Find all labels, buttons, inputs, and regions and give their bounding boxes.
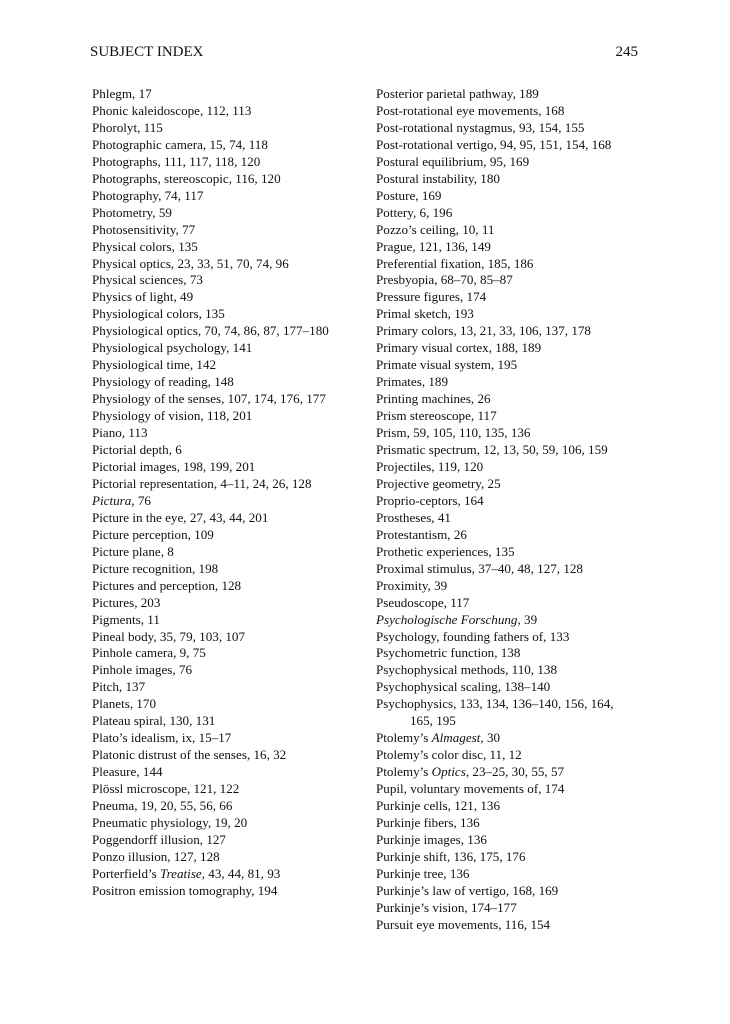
entry-term: Pottery (376, 204, 413, 220)
index-entry (376, 425, 638, 442)
entry-term: Pneumatic physiology (92, 814, 208, 830)
entry-term: Projective geometry (376, 475, 481, 491)
entry-term: Pneuma (92, 798, 135, 814)
index-entry (376, 662, 638, 679)
index-entry (376, 798, 638, 815)
index-entry (376, 188, 638, 205)
entry-pages: , 128 (214, 577, 242, 593)
entry-term: Prothetic experiences (376, 543, 489, 559)
entry-term: Photographs, stereoscopic (92, 170, 229, 186)
entry-pages: , 121, 136, 149 (412, 238, 491, 254)
entry-pages: , 59 (152, 204, 172, 220)
entry-term: Post-rotational nystagmus (376, 119, 513, 135)
entry-term: Purkinje shift (376, 848, 447, 864)
entry-term: Pleasure (92, 764, 137, 780)
entry-term: Purkinje’s law of vertigo (376, 882, 506, 898)
entry-pages: , 136 (443, 865, 470, 881)
index-entry (376, 86, 638, 103)
entry-term: Pinhole camera (92, 645, 174, 661)
index-entry (92, 883, 362, 900)
index-entry (92, 306, 362, 323)
index-entry (92, 730, 362, 747)
index-entry (92, 256, 362, 273)
entry-term: Primates (376, 374, 422, 390)
entry-term: Picture recognition (92, 560, 192, 576)
index-entry (92, 86, 362, 103)
index-entry (376, 561, 638, 578)
entry-pages: , 95, 169 (483, 153, 530, 169)
entry-pages: , 11, 12 (482, 747, 522, 763)
entry-term: Post-rotational eye movements (376, 102, 539, 118)
entry-pages: , 174 (460, 289, 487, 305)
index-entry (376, 815, 638, 832)
index-entry (92, 662, 362, 679)
entry-term: Posture (376, 187, 416, 203)
entry-term: Physiological psychology (92, 340, 227, 356)
entry-term: Pseudoscope (376, 594, 444, 610)
entry-pages: , 174 (538, 781, 565, 797)
index-entry (92, 696, 362, 713)
entry-term: Plato’s idealism (92, 730, 176, 746)
entry-term: Physiological time (92, 357, 190, 373)
entry-pages: , 112, 113 (200, 102, 252, 118)
entry-pages: , 133, 134, 136–140, 156, 164, 165, 195 (410, 696, 614, 729)
entry-pages: , 59, 105, 110, 135, 136 (406, 425, 531, 441)
entry-pages: , 73 (183, 272, 203, 288)
entry-term: Preferential fixation (376, 255, 482, 271)
entry-term: Almagest (431, 730, 481, 746)
index-entry (92, 781, 362, 798)
entry-term: Phlegm (92, 86, 133, 101)
index-entry (376, 493, 638, 510)
entry-term: Prostheses (376, 509, 432, 525)
entry-term: Purkinje’s vision (376, 899, 465, 915)
entry-term: Protestantism (376, 526, 448, 542)
index-entry (376, 883, 638, 900)
index-entry (92, 612, 362, 629)
entry-pages: , 115 (137, 119, 163, 135)
index-entry (92, 103, 362, 120)
index-entry (376, 832, 638, 849)
entry-pages: , 141 (226, 340, 253, 356)
entry-term: Photographic camera (92, 136, 203, 152)
entry-term: Picture perception (92, 526, 188, 542)
entry-pages: , 27, 43, 44, 201 (183, 509, 269, 525)
entry-pages: , 110, 138 (505, 662, 557, 678)
entry-pages: , 94, 95, 151, 154, 168 (493, 136, 612, 152)
index-entry (376, 222, 638, 239)
entry-term: Photometry (92, 204, 153, 220)
entry-pages: , 23, 33, 51, 70, 74, 96 (170, 255, 289, 271)
index-entry (376, 679, 638, 696)
entry-term: Pozzo’s ceiling (376, 221, 456, 237)
entry-pages: , 119, 120 (431, 458, 484, 474)
index-entry (92, 154, 362, 171)
index-entry (92, 578, 362, 595)
entry-term: Picture in the eye (92, 509, 184, 525)
entry-term: Pinhole images (92, 662, 173, 678)
entry-prefix: Ptolemy’s (376, 730, 432, 746)
entry-prefix: Ptolemy’s (376, 764, 432, 780)
entry-pages: , 8 (160, 543, 174, 559)
entry-pages: , 142 (189, 357, 217, 373)
entry-term: Physics of light (92, 289, 174, 305)
entry-pages: , 138–140 (497, 679, 551, 695)
index-entry (92, 408, 362, 425)
entry-term: Postural instability (376, 170, 474, 186)
entry-pages: , 170 (129, 696, 157, 712)
entry-term: Psychophysical methods (376, 662, 506, 678)
entry-term: Proximity (376, 577, 428, 593)
index-entry (92, 849, 362, 866)
entry-term: Platonic distrust of the senses (92, 747, 247, 763)
page-header (90, 44, 638, 66)
index-entry (92, 425, 362, 442)
index-entry (92, 595, 362, 612)
entry-term: Prism stereoscope (376, 408, 471, 424)
entry-term: Pictorial representation (92, 475, 214, 491)
entry-pages: , 195 (490, 357, 518, 373)
entry-term: Prague (376, 238, 413, 254)
entry-term: Primate visual system (376, 357, 491, 373)
entry-term: Ponzo illusion (92, 848, 168, 864)
index-entry (92, 171, 362, 188)
index-entry (376, 323, 638, 340)
index-entry (376, 289, 638, 306)
index-entry (92, 798, 362, 815)
entry-pages: , 6 (168, 442, 182, 458)
entry-pages: , 35, 79, 103, 107 (153, 628, 245, 644)
entry-term: Postural equilibrium (376, 153, 484, 169)
entry-pages: , 164 (457, 492, 484, 508)
entry-pages: , 6, 196 (412, 204, 453, 220)
entry-term: Piano (92, 425, 122, 441)
entry-term: Picture plane (92, 543, 161, 559)
entry-term: Primal sketch (376, 306, 448, 322)
index-entry (92, 713, 362, 730)
entry-term: Pressure figures (376, 289, 460, 305)
entry-pages: , 138 (494, 645, 521, 661)
entry-pages: , 10, 11 (455, 221, 495, 237)
index-entry (92, 120, 362, 137)
index-entry (92, 527, 362, 544)
entry-term: Pigments (92, 611, 141, 627)
entry-term: Pursuit eye movements (376, 916, 499, 932)
entry-term: Phonic kaleidoscope (92, 102, 200, 118)
entry-pages: , 17 (132, 86, 152, 101)
entry-term: Prismatic spectrum (376, 442, 477, 458)
entry-pages: , 109 (187, 526, 214, 542)
entry-pages: , 76 (172, 662, 193, 678)
entry-pages: , 127, 128 (167, 848, 220, 864)
index-entry (92, 340, 362, 357)
entry-term: Pineal body (92, 628, 154, 644)
entry-term: Physical optics (92, 255, 171, 271)
entry-pages: , 4–11, 24, 26, 128 (213, 475, 312, 491)
entry-pages: , 113 (121, 425, 148, 441)
entry-term: Psychophysics (376, 696, 454, 712)
index-entry (92, 629, 362, 646)
index-entry (376, 510, 638, 527)
entry-pages: , 203 (134, 594, 161, 610)
entry-pages: , 136 (460, 831, 487, 847)
entry-term: Physiological colors (92, 306, 199, 322)
entry-pages: , 198 (192, 560, 219, 576)
entry-pages: , 41 (431, 509, 451, 525)
index-entry (92, 679, 362, 696)
entry-term: Posterior parietal pathway (376, 86, 513, 101)
index-entry (376, 272, 638, 289)
entry-term: Pitch (92, 679, 119, 695)
entry-pages: , 43, 44, 81, 93 (201, 865, 281, 881)
entry-pages: , 68–70, 85–87 (434, 272, 513, 288)
index-entry (376, 374, 638, 391)
entry-term: Proximal stimulus (376, 560, 472, 576)
entry-pages: , 107, 174, 176, 177 (221, 391, 326, 407)
entry-pages: , 136 (453, 814, 480, 830)
entry-pages: , 39 (427, 577, 448, 593)
entry-pages: , 137 (118, 679, 146, 695)
index-entry (92, 137, 362, 154)
entry-term: Physiology of vision (92, 408, 201, 424)
index-entry (376, 103, 638, 120)
entry-pages: , 19, 20 (207, 814, 248, 830)
entry-term: Primary visual cortex (376, 340, 489, 356)
entry-term: Pictorial depth (92, 442, 169, 458)
index-entry (376, 764, 638, 781)
entry-pages: , 135 (171, 238, 198, 254)
entry-term: Purkinje images (376, 831, 461, 847)
entry-pages: , 23–25, 30, 55, 57 (465, 764, 565, 780)
entry-pages: , 117 (470, 408, 497, 424)
index-entry (376, 408, 638, 425)
entry-pages: , ix, 15–17 (175, 730, 232, 746)
entry-prefix: Porterfield’s (92, 865, 161, 881)
entry-term: Physiological optics (92, 323, 198, 339)
entry-pages: , 116, 154 (498, 916, 551, 932)
entry-term: Optics (431, 764, 466, 780)
index-entry (92, 866, 362, 883)
running-title: SUBJECT INDEX (90, 44, 204, 60)
index-entry (376, 239, 638, 256)
entry-pages: , 76 (131, 492, 151, 508)
index-entry (92, 476, 362, 493)
entry-term: Psychology, founding fathers of (376, 628, 544, 644)
index-entry (376, 205, 638, 222)
index-entry (92, 747, 362, 764)
entry-term: Pictorial images (92, 458, 177, 474)
entry-pages: , 26 (470, 391, 491, 407)
entry-term: Purkinje tree (376, 865, 444, 881)
index-entry (92, 272, 362, 289)
index-entry (376, 595, 638, 612)
entry-pages: , 130, 131 (162, 713, 216, 729)
index-entry (92, 239, 362, 256)
entry-pages: , 11 (140, 611, 160, 627)
entry-term: Primary colors (376, 323, 454, 339)
entry-term: Printing machines (376, 391, 471, 407)
entry-term: Treatise (160, 865, 202, 881)
entry-term: Physical colors (92, 238, 172, 254)
index-entry (376, 629, 638, 646)
entry-term: Purkinje cells (376, 798, 448, 814)
entry-term: Photosensitivity (92, 221, 176, 237)
index-entry (376, 391, 638, 408)
entry-term: Prism (376, 425, 407, 441)
index-entry (376, 459, 638, 476)
index-entry (376, 137, 638, 154)
entry-pages: , 93, 154, 155 (512, 119, 585, 135)
entry-pages: , 9, 75 (173, 645, 206, 661)
entry-pages: , 70, 74, 86, 87, 177–180 (197, 323, 329, 339)
entry-term: Photography (92, 187, 159, 203)
entry-term: Post-rotational vertigo (376, 136, 494, 152)
index-entry (92, 391, 362, 408)
index-entry (376, 900, 638, 917)
index-entry (92, 459, 362, 476)
entry-pages: , 174–177 (464, 899, 517, 915)
entry-term: Proprio-ceptors (376, 492, 458, 508)
index-entry (376, 442, 638, 459)
index-entry (92, 493, 362, 510)
index-entry (92, 357, 362, 374)
index-entry (92, 832, 362, 849)
index-entry (92, 442, 362, 459)
entry-term: Purkinje fibers (376, 814, 454, 830)
index-entry (376, 256, 638, 273)
index-entry (92, 510, 362, 527)
index-entry (376, 120, 638, 137)
entry-pages: , 13, 21, 33, 106, 137, 178 (453, 323, 591, 339)
index-entry (376, 306, 638, 323)
entry-term: Poggendorff illusion (92, 831, 200, 847)
entry-pages: , 188, 189 (488, 340, 542, 356)
entry-term: Pictures and perception (92, 577, 215, 593)
entry-term: Photographs (92, 153, 158, 169)
entry-pages: , 118, 201 (200, 408, 253, 424)
entry-term: Pupil, voluntary movements of (376, 781, 539, 797)
index-entry (376, 696, 638, 730)
entry-term: Psychologische Forschung (376, 611, 518, 627)
index-entry (92, 764, 362, 781)
index-entry (376, 730, 638, 747)
index-entry (376, 917, 638, 934)
entry-term: Pictura (92, 492, 132, 508)
index-entry (376, 171, 638, 188)
index-entry (376, 357, 638, 374)
entry-pages: , 189 (421, 374, 449, 390)
index-entry (376, 544, 638, 561)
index-entry (376, 527, 638, 544)
entry-pages: , 39 (517, 611, 538, 627)
entry-pages: , 193 (447, 306, 474, 322)
entry-pages: , 74, 117 (158, 187, 204, 203)
index-entry (376, 747, 638, 764)
index-entry (92, 815, 362, 832)
index-entry (92, 323, 362, 340)
entry-pages: , 135 (488, 543, 515, 559)
entry-pages: , 133 (543, 628, 570, 644)
entry-pages: , 25 (480, 475, 501, 491)
entry-term: Pictures (92, 594, 135, 610)
index-entry (376, 849, 638, 866)
entry-term: Planets (92, 696, 130, 712)
entry-pages: , 15, 74, 118 (202, 136, 268, 152)
index-entry (92, 645, 362, 662)
index-entry (92, 544, 362, 561)
entry-term: Psychometric function (376, 645, 495, 661)
entry-pages: , 37–40, 48, 127, 128 (471, 560, 583, 576)
entry-pages: , 49 (173, 289, 194, 305)
index-entry (376, 645, 638, 662)
page-number: 245 (615, 44, 638, 60)
entry-term: Plateau spiral (92, 713, 163, 729)
entry-term: Positron emission tomography (92, 882, 252, 898)
entry-pages: , 121, 136 (447, 798, 501, 814)
entry-pages: , 169 (415, 187, 442, 203)
entry-pages: , 77 (175, 221, 196, 237)
entry-pages: , 116, 120 (228, 170, 281, 186)
entry-term: Presbyopia (376, 272, 435, 288)
index-entry (92, 188, 362, 205)
index-entry (376, 476, 638, 493)
index-entry (92, 222, 362, 239)
entry-term: Ptolemy’s color disc (376, 747, 483, 763)
index-entry (92, 561, 362, 578)
entry-pages: , 168 (538, 102, 565, 118)
index-entry (376, 781, 638, 798)
entry-pages: , 135 (198, 306, 225, 322)
entry-term: Physiology of the senses (92, 391, 222, 407)
entry-pages: , 117 (443, 594, 470, 610)
entry-term: Physiology of reading (92, 374, 208, 390)
index-column-left (92, 86, 362, 900)
entry-term: Psychophysical scaling (376, 679, 498, 695)
entry-term: Projectiles (376, 458, 432, 474)
entry-pages: , 198, 199, 201 (176, 458, 256, 474)
entry-pages: , 148 (207, 374, 234, 390)
index-entry (92, 289, 362, 306)
entry-pages: , 19, 20, 55, 56, 66 (134, 798, 233, 814)
index-entry (92, 374, 362, 391)
entry-pages: , 111, 117, 118, 120 (157, 153, 261, 169)
entry-pages: , 127 (199, 831, 226, 847)
entry-pages: , 26 (447, 526, 467, 542)
index-entry (376, 340, 638, 357)
entry-pages: , 185, 186 (481, 255, 534, 271)
entry-pages: , 189 (512, 86, 539, 101)
index-column-right (376, 86, 638, 934)
entry-pages: , 194 (251, 882, 278, 898)
entry-pages: , 121, 122 (186, 781, 240, 797)
entry-pages: , 180 (473, 170, 500, 186)
index-entry (376, 154, 638, 171)
index-entry (92, 205, 362, 222)
entry-term: Plössl microscope (92, 781, 187, 797)
entry-term: Phorolyt (92, 119, 138, 135)
entry-pages: , 16, 32 (246, 747, 287, 763)
entry-pages: , 136, 175, 176 (446, 848, 526, 864)
entry-term: Physical sciences (92, 272, 184, 288)
index-entry (376, 866, 638, 883)
index-entry (376, 612, 638, 629)
entry-pages: , 168, 169 (505, 882, 559, 898)
entry-pages: , 30 (480, 730, 501, 746)
entry-pages: , 12, 13, 50, 59, 106, 159 (476, 442, 608, 458)
index-entry (376, 578, 638, 595)
entry-pages: , 144 (136, 764, 163, 780)
